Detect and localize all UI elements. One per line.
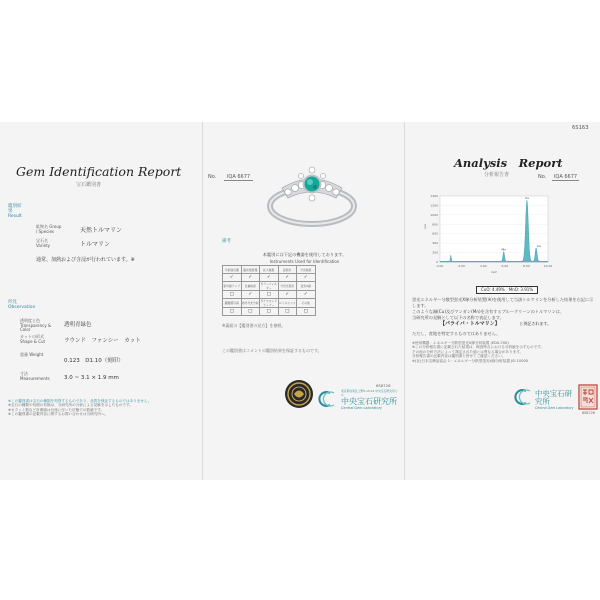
instruments-row xyxy=(223,282,316,291)
footnote: ※カラット数など計測値は台座に付いた状態での数値です。 xyxy=(8,407,105,412)
instrument-name-cell: 紫外線ランプ xyxy=(223,282,242,291)
instruments-row xyxy=(223,299,316,308)
instrument-check-cell: □ xyxy=(260,291,279,299)
paraiba-suffix: と併記されます。 xyxy=(519,321,552,326)
analysis-lab-name-jp: 中央宝石研究所 xyxy=(535,389,572,406)
species-label: 鉱物名 Group / Species xyxy=(36,224,62,234)
analysis-number-label: No. xyxy=(538,174,547,180)
lab-address: 東京都台東区上野5-15-14 中央宝石研究所ビル xyxy=(341,389,398,397)
footnote: ※この鑑別書は宝石の種類を判別するものであり、品質を保証するものではありません。 xyxy=(8,399,152,403)
instrument-check-cell: ✓ xyxy=(278,291,297,299)
cut-label: カットの形式 Shape & Cut xyxy=(20,334,46,344)
fold-line-left xyxy=(202,122,203,480)
hologram-seal xyxy=(284,379,314,409)
fold-line-right xyxy=(404,122,405,480)
transparency-value: 透明青緑色 xyxy=(64,322,92,328)
instruments-row xyxy=(223,274,316,282)
spectrum-y-tick: 1000 xyxy=(430,212,438,217)
instrument-check-cell: ✓ xyxy=(260,274,279,282)
transparency-label: 透明度と色 Transparency & Color xyxy=(20,318,52,332)
spectrum-x-tick: 8.00 xyxy=(523,264,530,268)
spectrum-x-tick: 0.00 xyxy=(436,264,444,268)
spectrum-y-unit: cps xyxy=(423,223,427,229)
report-number-value: IQA 6677 xyxy=(224,174,253,181)
instrument-name-cell: 赤外分光分析 xyxy=(241,299,260,308)
instrument-name-cell: 偏光検査器 xyxy=(241,266,260,274)
ring-photo xyxy=(262,148,358,230)
analysis-lab-name-en: Central Gem Laboratory xyxy=(535,406,574,410)
instrument-check-cell: ✓ xyxy=(278,274,297,282)
instrument-check-cell: □ xyxy=(297,308,316,316)
report-subtitle: 宝石鑑別書 xyxy=(76,182,102,188)
instrument-name-cell: カラーフィルター xyxy=(260,282,277,290)
analysis-paragraph-line: 蛍光エネルギー分散型蛍光X線分析装置(※)を使用して当該トルマリンを分析した結果を右記に示します。 xyxy=(412,297,594,308)
spectrum-y-tick: 200 xyxy=(432,250,438,255)
spectrum-x-tick: 4.00 xyxy=(479,264,487,268)
instrument-name-cell: 屈折計 xyxy=(278,266,297,274)
treatment-note: 通常、加熱および含浸が行われています。※ xyxy=(36,257,135,263)
instrument-check-cell: □ xyxy=(278,308,297,316)
footnotes xyxy=(8,399,198,417)
instrument-check-cell: ✓ xyxy=(297,291,316,299)
spectrum-x-tick: 2.00 xyxy=(458,264,465,268)
instruments-row xyxy=(223,266,316,274)
instrument-name-cell: 分光光度計 xyxy=(278,282,297,291)
weight-label: 重量 Weight xyxy=(20,352,44,357)
spectrum-plot-area xyxy=(440,196,548,262)
instrument-name-cell: 顕微鏡写真 xyxy=(223,299,242,308)
analysis-number-value: IQA 6677 xyxy=(553,174,578,180)
instrument-check-cell: □ xyxy=(223,291,242,299)
lab-name-en: Central Gem Laboratory xyxy=(341,406,382,410)
edx-spectrum-chart xyxy=(418,190,558,282)
analysis-note: ※使用機器：エネルギー分散型蛍光X線分析装置 (EDX-700) xyxy=(412,341,509,345)
origin-note: ただし、産地を特定するものではありません。 xyxy=(412,331,501,336)
instrument-name-cell: 分析検出器 xyxy=(223,266,242,274)
analysis-note: ※この分析報告書に記載された結果は、検査時点における分析値を示すものです。 xyxy=(412,345,545,350)
spectrum-y-tick: 0 xyxy=(436,260,438,264)
cut-value: ラウンド ファンシー カット xyxy=(64,338,141,344)
measurements-label: 寸法 Measurements xyxy=(20,371,50,381)
paraiba-name: 【パライバ・トルマリン】 xyxy=(440,321,500,327)
spectrum-y-tick: 600 xyxy=(432,231,438,236)
instruments-heading-jp: 本鑑別には下記の機器を使用しております。 xyxy=(262,252,347,257)
instrument-check-cell: □ xyxy=(260,308,279,316)
spectrum-x-tick: 6.00 xyxy=(501,264,509,268)
spectrum-x-unit: keV xyxy=(491,270,497,274)
instruments-row xyxy=(223,291,316,299)
instrument-name-cell: 比重検査 xyxy=(241,282,260,291)
instrument-name-cell: その他 xyxy=(297,299,316,308)
report-document xyxy=(0,122,600,480)
species-value: 天然トルマリン xyxy=(80,227,123,234)
instrument-name-cell: ルミネセンス xyxy=(278,299,297,308)
variety-label: 宝石名 Variety xyxy=(36,238,51,248)
analysis-note: ※(社)日本宝飾品協会 1・エネルギー分散型蛍光X線分析装置 JSI 10000 xyxy=(412,358,529,363)
analysis-subtitle: 分析報告書 xyxy=(484,172,510,178)
instrument-check-cell: □ xyxy=(241,308,260,316)
result-box: CuO: 4.49% MnO: 3.91% xyxy=(476,286,538,294)
weight-value: 0.123 D1.10（刻印） xyxy=(64,358,124,364)
footnote: ※この鑑別書の記載内容に関するお問い合わせは当研究所へ。 xyxy=(8,412,109,417)
observation-heading: 所見 Observation xyxy=(8,300,36,310)
result-heading: 鑑別結果 Result xyxy=(8,204,22,219)
analysis-note: その他の分析方法によって測定された値とは異なる場合があります。 xyxy=(412,349,524,354)
spectrum-y-tick: 1400 xyxy=(430,194,438,198)
spectrum-y-tick: 800 xyxy=(432,222,438,227)
spectrum-peak-label: Cu xyxy=(537,243,542,248)
cgl-logo-icon-2 xyxy=(514,388,534,406)
measurements-value: 3.0 ~ 3.1 × 1.9 mm xyxy=(64,375,119,381)
spectrum-x-tick: 10.00 xyxy=(543,264,553,268)
cgl-logo-icon xyxy=(318,390,338,408)
variety-value: トルマリン xyxy=(80,241,111,248)
remarks-heading: 備考 xyxy=(222,239,231,244)
instruments-table xyxy=(222,265,316,316)
analysis-notes xyxy=(412,341,594,363)
instruments-row xyxy=(223,308,316,316)
analysis-paragraph-line: このような銅(Cu)及びマンガン(Mn)を含有するブルーグリーンのトルマリンは、 xyxy=(412,309,565,314)
spectrum-y-tick: 400 xyxy=(432,241,438,246)
remark-note: ※裏面の【鑑別書の見方】を参照。 xyxy=(222,323,286,328)
serial-number: 6S163 xyxy=(572,125,589,131)
analysis-title: Analysis Report xyxy=(454,156,563,170)
instrument-check-cell: ✓ xyxy=(223,274,242,282)
analysis-document-code: 6S8726 xyxy=(582,411,595,415)
instrument-name-cell: ダイヤモンドビュアー xyxy=(260,299,278,307)
footnote: ※宝石の種類や処理の有無は、当研究所の分析による見解を示したものです。 xyxy=(8,403,133,408)
instrument-check-cell: ✓ xyxy=(297,274,316,282)
red-seal-stamp xyxy=(578,384,598,410)
report-number-label: No. xyxy=(208,174,217,180)
instrument-check-cell: ✓ xyxy=(241,291,260,299)
spectrum-peak-label: Cu xyxy=(524,196,529,201)
instrument-name-cell: 蛍光X線 xyxy=(297,282,316,291)
document-code: 6S8726 xyxy=(376,383,391,388)
validity-note: この鑑別書はコメントの鑑別結果を保証するものです。 xyxy=(222,348,322,353)
instrument-name-cell: 拡大検査 xyxy=(260,266,279,274)
analysis-paragraph-line: 当研究所の見解として以下の名称で表記します。 xyxy=(412,315,504,320)
spectrum-y-tick: 1200 xyxy=(430,203,438,208)
instrument-check-cell: □ xyxy=(223,308,242,316)
lab-name-jp: 中央宝石研究所 xyxy=(341,397,397,406)
instruments-heading-en: Instruments Used for Identification xyxy=(269,259,340,264)
analysis-note: 分析報告書の記載内容は鑑別書と併せてご確認ください。 xyxy=(412,354,506,359)
instrument-check-cell: ✓ xyxy=(241,274,260,282)
instrument-name-cell: 分光検査 xyxy=(297,266,316,274)
report-title: Gem Identification Report xyxy=(16,164,182,179)
spectrum-peak-label: Mn xyxy=(501,247,506,252)
